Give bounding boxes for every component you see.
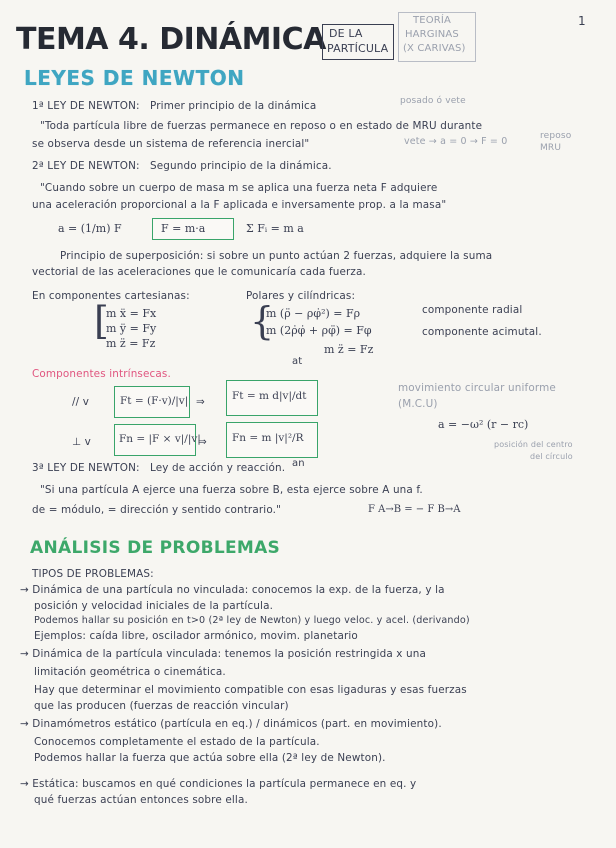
problem-line-13: qué fuerzas actúan entonces sobre ella. bbox=[34, 794, 248, 806]
section-heading-leyes: LEYES DE NEWTON bbox=[24, 66, 245, 90]
note-box bbox=[398, 12, 476, 62]
arrow-1: ⇒ bbox=[196, 396, 205, 408]
problem-line-3: Podemos hallar su posición en t>0 (2ª ley de Newton) y luego veloc. y acel. (derivando) bbox=[34, 615, 470, 626]
tangential-symbol: // v bbox=[72, 396, 90, 408]
newton3-eq: F A→B = − F B→A bbox=[368, 504, 461, 515]
normal-eq-2: Fn = m |v|²/R bbox=[232, 432, 304, 444]
newton1-side-4: MRU bbox=[540, 143, 562, 153]
problem-line-11: Podemos hallar la fuerza que actúa sobre ella (2ª ley de Newton). bbox=[34, 752, 386, 764]
cartesian-eq-3: m z̈ = Fz bbox=[106, 337, 156, 350]
newton2-quote-line-2: una aceleración proporcional a la F aplicada e inversamente prop. a la masa" bbox=[32, 199, 447, 211]
normal-box-2 bbox=[226, 422, 318, 458]
subtitle-line-2: PARTÍCULA bbox=[327, 42, 389, 55]
page-title: TEMA 4. DINÁMICA bbox=[16, 22, 326, 57]
newton3-desc: Ley de acción y reacción. bbox=[150, 462, 286, 474]
problem-line-6: limitación geométrica o cinemática. bbox=[34, 666, 226, 678]
newton1-side-3: reposo bbox=[540, 131, 572, 141]
mcu-note-1: movimiento circular uniforme bbox=[398, 382, 556, 394]
intrinsic-label: Componentes intrínsecas. bbox=[32, 368, 171, 380]
polar-label: Polares y cilíndricas: bbox=[246, 290, 356, 302]
cartesian-label: En componentes cartesianas: bbox=[32, 290, 190, 302]
an-label: an bbox=[292, 458, 305, 469]
note-line-2: HARGINAS bbox=[405, 29, 459, 40]
page-number: 1 bbox=[578, 14, 586, 28]
polar-note-2: componente acimutal. bbox=[422, 326, 542, 338]
newton1-side-2: vete → a = 0 → F = 0 bbox=[404, 136, 508, 147]
arrow-2: ⇒ bbox=[198, 436, 207, 448]
newton3-quote-line-2: de = módulo, = dirección y sentido contrario." bbox=[32, 504, 282, 516]
tangential-eq-2: Ft = m d|v|/dt bbox=[232, 390, 307, 402]
newton1-quote-line-2: se observa desde un sistema de referencia inercial" bbox=[32, 138, 310, 150]
superposition-line-2: vectorial de las aceleraciones que le comunicaría cada fuerza. bbox=[32, 266, 367, 278]
mcu-note-4: posición del centro bbox=[494, 440, 573, 449]
cartesian-eq-2: m ÿ = Fy bbox=[106, 322, 157, 335]
problem-types-label: TIPOS DE PROBLEMAS: bbox=[32, 568, 154, 580]
newton1-side-1: posado ó vete bbox=[400, 96, 466, 106]
problem-line-12: → Estática: buscamos en qué condiciones la partícula permanece en eq. y bbox=[20, 778, 417, 790]
polar-eq-1: m (ρ̈ − ρφ̇²) = Fρ bbox=[266, 307, 361, 320]
cartesian-eq-1: m ẍ = Fx bbox=[106, 307, 157, 320]
newton2-eq-1: a = (1/m) F bbox=[58, 222, 122, 235]
newton2-desc: Segundo principio de la dinámica. bbox=[150, 160, 332, 172]
newton2-quote-line-1: "Cuando sobre un cuerpo de masa m se aplica una fuerza neta F adquiere bbox=[40, 182, 438, 194]
mcu-note-3: a = −ω² (r − rc) bbox=[438, 418, 529, 431]
problem-line-10: Conocemos completamente el estado de la partícula. bbox=[34, 736, 320, 748]
problem-line-7: Hay que determinar el movimiento compatible con esas ligaduras y esas fuerzas bbox=[34, 684, 467, 696]
cartesian-bracket: [ bbox=[94, 299, 109, 343]
newton2-eq-box bbox=[152, 218, 234, 240]
tangential-eq-1: Ft = (F·v)/|v| bbox=[120, 395, 189, 407]
problem-line-8: que las producen (fuerzas de reacción vincular) bbox=[34, 700, 289, 712]
polar-eq-2: m (2ρ̇φ̇ + ρφ̈) = Fφ bbox=[266, 324, 372, 337]
newton2-eq-sum: Σ Fᵢ = m a bbox=[246, 222, 304, 235]
mcu-note-2: (M.C.U) bbox=[398, 398, 438, 410]
normal-symbol: ⊥ v bbox=[72, 436, 91, 448]
superposition-line-1: Principio de superposición: si sobre un punto actúan 2 fuerzas, adquiere la suma bbox=[60, 250, 493, 262]
mcu-note-5: del círculo bbox=[530, 452, 573, 461]
section-heading-analisis: ANÁLISIS DE PROBLEMAS bbox=[30, 538, 281, 558]
note-line-1: TEORÍA bbox=[413, 15, 451, 26]
newton3-label: 3ª LEY DE NEWTON: bbox=[32, 462, 140, 474]
newton1-label: 1ª LEY DE NEWTON: bbox=[32, 100, 140, 112]
problem-line-4: Ejemplos: caída libre, oscilador armónico, movim. planetario bbox=[34, 630, 358, 642]
subtitle-box bbox=[322, 24, 394, 60]
polar-bracket: { bbox=[250, 299, 275, 343]
subtitle-line-1: DE LA bbox=[329, 27, 363, 40]
newton1-desc: Primer principio de la dinámica bbox=[150, 100, 317, 112]
at-label: at bbox=[292, 356, 303, 367]
tangential-box-1 bbox=[114, 386, 190, 418]
polar-eq-3: m z̈ = Fz bbox=[324, 343, 374, 356]
problem-line-5: → Dinámica de la partícula vinculada: tenemos la posición restringida x una bbox=[20, 648, 427, 660]
newton1-quote-line-1: "Toda partícula libre de fuerzas permanece en reposo o en estado de MRU durante bbox=[40, 120, 483, 132]
problem-line-9: → Dinamómetros estático (partícula en eq.) / dinámicos (part. en movimiento). bbox=[20, 718, 442, 730]
newton3-quote-line-1: "Si una partícula A ejerce una fuerza sobre B, esta ejerce sobre A una f. bbox=[40, 484, 423, 496]
problem-line-2: posición y velocidad iniciales de la partícula. bbox=[34, 600, 274, 612]
polar-note-1: componente radial bbox=[422, 304, 523, 316]
newton2-label: 2ª LEY DE NEWTON: bbox=[32, 160, 140, 172]
normal-eq-1: Fn = |F × v|/|v| bbox=[119, 433, 201, 445]
note-line-3: (X CARIVAS) bbox=[403, 43, 466, 54]
tangential-box-2 bbox=[226, 380, 318, 416]
normal-box-1 bbox=[114, 424, 201, 456]
newton2-eq-box-text: F = m·a bbox=[161, 222, 206, 235]
problem-line-1: → Dinámica de una partícula no vinculada: conocemos la exp. de la fuerza, y la bbox=[20, 584, 445, 596]
